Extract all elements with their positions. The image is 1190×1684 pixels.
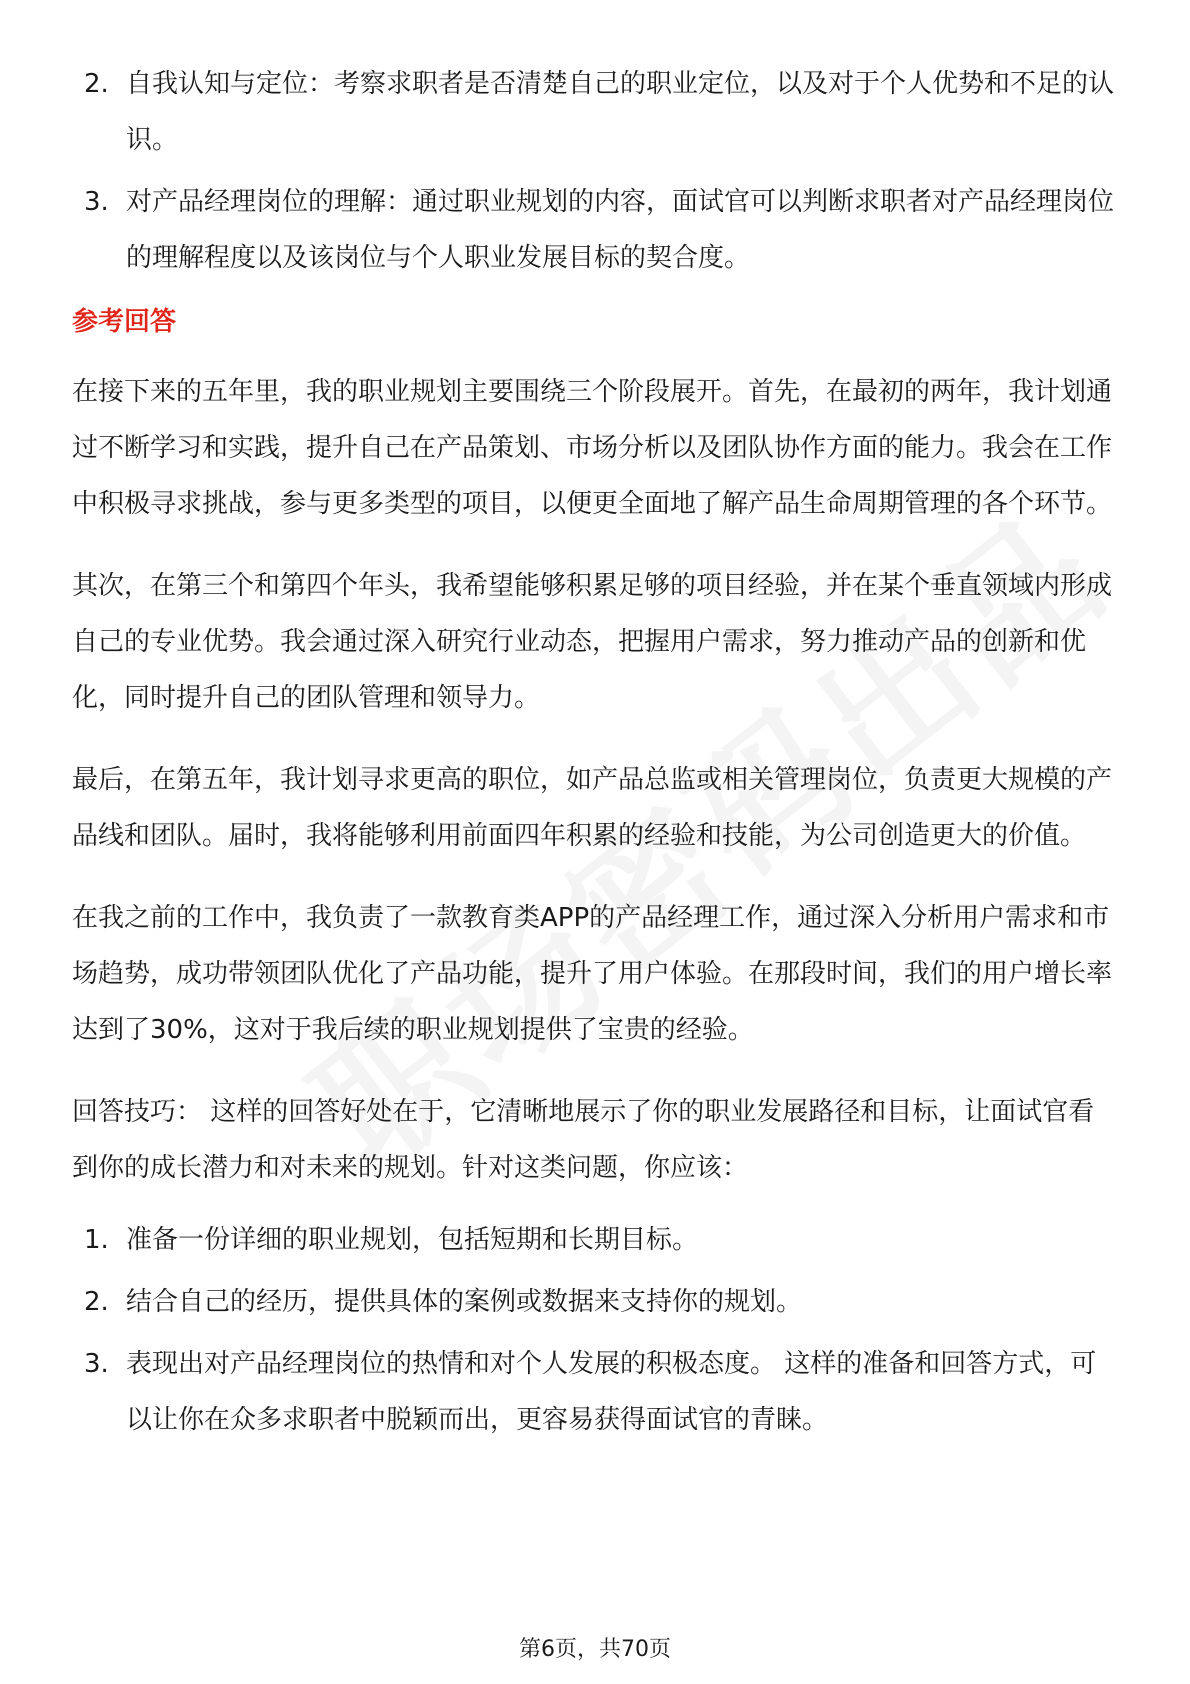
list-item-number: 3. bbox=[84, 187, 109, 217]
tips-list bbox=[72, 1212, 1118, 1448]
list-item-number: 3. bbox=[84, 1349, 109, 1379]
list-item bbox=[72, 1274, 1118, 1330]
page-number-footer: 第6页，共70页 bbox=[519, 1637, 671, 1662]
list-item bbox=[72, 1336, 1118, 1448]
paragraph: 其次，在第三个和第四个年头，我希望能够积累足够的项目经验，并在某个垂直领域内形成自己的专业优势。我会通过深入研究行业动态，把握用户需求，努力推动产品的创新和优化，同时提升自己的团队管理和领导力。 bbox=[72, 571, 1113, 713]
answer-tips-intro: 回答技巧： 这样的回答好处在于，它清晰地展示了你的职业发展路径和目标，让面试官看到你的成长潜力和对未来的规划。针对这类问题，你应该： bbox=[72, 1097, 1095, 1183]
section-title: 参考回答 bbox=[72, 307, 177, 337]
list-item-text: 自我认知与定位：考察求职者是否清楚自己的职业定位，以及对于个人优势和不足的认识。 bbox=[126, 69, 1115, 155]
list-item bbox=[72, 1212, 1118, 1268]
list-item bbox=[72, 174, 1118, 286]
criteria-list bbox=[72, 56, 1118, 286]
list-item-text: 对产品经理岗位的理解：通过职业规划的内容，面试官可以判断求职者对产品经理岗位的理解程度以及该岗位与个人职业发展目标的契合度。 bbox=[126, 187, 1115, 273]
list-item-number: 2. bbox=[84, 1287, 109, 1317]
list-item-number: 1. bbox=[84, 1225, 109, 1255]
paragraph: 最后，在第五年，我计划寻求更高的职位，如产品总监或相关管理岗位，负责更大规模的产品线和团队。届时，我将能够利用前面四年积累的经验和技能，为公司创造更大的价值。 bbox=[72, 765, 1113, 851]
page-content bbox=[72, 56, 1118, 1454]
list-item-text: 表现出对产品经理岗位的热情和对个人发展的积极态度。 这样的准备和回答方式，可以让你在众多求职者中脱颖而出，更容易获得面试官的青睐。 bbox=[126, 1349, 1097, 1435]
list-item-text: 准备一份详细的职业规划，包括短期和长期目标。 bbox=[126, 1225, 699, 1255]
list-item bbox=[72, 56, 1118, 168]
list-item-number: 2. bbox=[84, 69, 109, 99]
paragraph: 在我之前的工作中，我负责了一款教育类APP的产品经理工作，通过深入分析用户需求和市场趋势，成功带领团队优化了产品功能，提升了用户体验。在那段时间，我们的用户增长率达到了30%，这对于我后续的职业规划提供了宝贵的经验。 bbox=[72, 903, 1113, 1045]
paragraph: 在接下来的五年里，我的职业规划主要围绕三个阶段展开。首先，在最初的两年，我计划通过不断学习和实践，提升自己在产品策划、市场分析以及团队协作方面的能力。我会在工作中积极寻求挑战，参与更多类型的项目，以便更全面地了解产品生命周期管理的各个环节。 bbox=[72, 377, 1113, 519]
list-item-text: 结合自己的经历，提供具体的案例或数据来支持你的规划。 bbox=[126, 1287, 803, 1317]
